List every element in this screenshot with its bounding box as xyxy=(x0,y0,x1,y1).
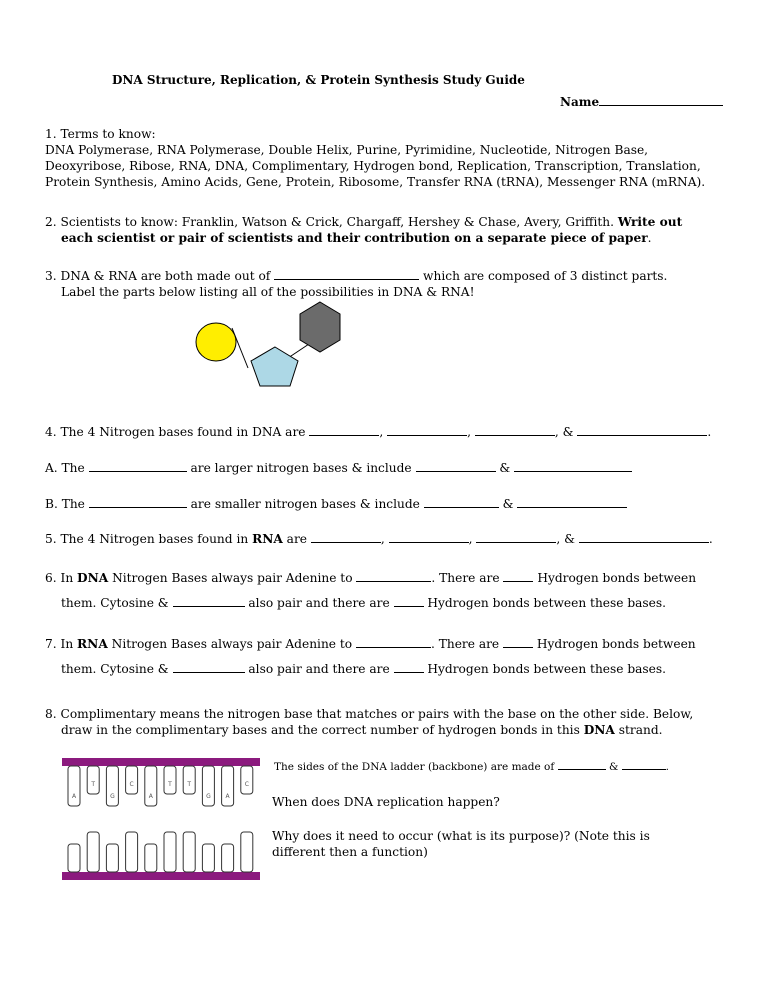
qb-text-c: & xyxy=(498,497,518,511)
q7-line2-a: them. Cytosine & xyxy=(61,662,173,676)
q5-text-b: are xyxy=(282,532,311,546)
top-base-9 xyxy=(241,766,253,794)
top-base-8 xyxy=(222,766,234,806)
bottom-base-3[interactable] xyxy=(126,832,138,872)
q8-line2-b: strand. xyxy=(614,723,663,737)
backbone-question xyxy=(274,760,669,773)
top-base-5 xyxy=(164,766,176,794)
bottom-base-4[interactable] xyxy=(145,844,157,872)
top-base-label-4: A xyxy=(148,793,153,800)
q7-line2-b: also pair and there are xyxy=(244,662,394,676)
q4-blank-2[interactable] xyxy=(387,424,467,436)
q5-blank-3[interactable] xyxy=(476,531,556,543)
top-base-label-1: T xyxy=(91,781,96,788)
q4-text: 4. The 4 Nitrogen bases found in DNA are xyxy=(45,425,310,439)
q5-bold-rna: RNA xyxy=(252,532,283,546)
bottom-base-9[interactable] xyxy=(241,832,253,872)
question-2 xyxy=(45,214,682,246)
backbone-text-b: & xyxy=(605,761,622,773)
q7-blank-1[interactable] xyxy=(356,636,431,648)
top-base-6 xyxy=(183,766,195,794)
q5-blank-4[interactable] xyxy=(579,531,709,543)
name-field[interactable] xyxy=(560,94,723,109)
q4-blank-1[interactable] xyxy=(309,424,379,436)
top-base-label-3: C xyxy=(129,781,134,788)
backbone-blank-2[interactable] xyxy=(622,760,666,770)
q1-terms-line2: Deoxyribose, Ribose, RNA, DNA, Complimentary, Hydrogen bond, Replication, Transcription, Translation, xyxy=(45,159,701,173)
q7-text-d: Hydrogen bonds between xyxy=(533,637,696,651)
qb-text-b: are smaller nitrogen bases & include xyxy=(186,497,424,511)
top-base-1 xyxy=(87,766,99,794)
replication-why-question xyxy=(272,828,650,860)
q2-text: 2. Scientists to know: Franklin, Watson & Crick, Chargaff, Hershey & Chase, Avery, Griffith. xyxy=(45,215,618,229)
bottom-base-1[interactable] xyxy=(87,832,99,872)
q6-line2-a: them. Cytosine & xyxy=(61,596,173,610)
question-5: 5. The 4 Nitrogen bases found in RNA are , , , & . xyxy=(45,532,713,546)
sugar-pentagon xyxy=(251,347,298,386)
q2-end: . xyxy=(647,231,652,245)
question-6 xyxy=(45,566,696,616)
q3-blank[interactable] xyxy=(274,268,419,280)
top-base-label-9: C xyxy=(244,781,249,788)
backbone-bottom xyxy=(62,872,260,880)
qa-blank-3[interactable] xyxy=(514,460,632,472)
top-base-0 xyxy=(68,766,80,806)
backbone-text-a: The sides of the DNA ladder (backbone) are made of xyxy=(274,761,558,773)
nucleotide-diagram xyxy=(190,298,360,390)
q3-line2: Label the parts below listing all of the possibilities in DNA & RNA! xyxy=(61,285,475,299)
q7-bold-rna: RNA xyxy=(77,637,108,651)
name-blank[interactable] xyxy=(599,94,723,106)
nitrogen-base-hexagon xyxy=(300,302,340,352)
q6-line2-b: also pair and there are xyxy=(244,596,394,610)
why-line2: different then a function) xyxy=(272,845,428,859)
q5-blank-2[interactable] xyxy=(389,531,469,543)
question-a xyxy=(45,460,632,476)
page-title: DNA Structure, Replication, & Protein Synthesis Study Guide xyxy=(112,73,525,87)
qb-text-a: B. The xyxy=(45,497,89,511)
q6-text-b: Nitrogen Bases always pair Adenine to xyxy=(108,571,357,585)
q6-text-d: Hydrogen bonds between xyxy=(533,571,697,585)
q7-blank-3[interactable] xyxy=(173,661,245,673)
bottom-base-5[interactable] xyxy=(164,832,176,872)
bottom-base-0[interactable] xyxy=(68,844,80,872)
q3-text-b: which are composed of 3 distinct parts. xyxy=(419,269,668,283)
backbone-top xyxy=(62,758,260,766)
q6-blank-3[interactable] xyxy=(173,595,245,607)
q6-text-a: 6. In xyxy=(45,571,78,585)
q4-blank-4[interactable] xyxy=(577,424,707,436)
qb-blank-2[interactable] xyxy=(424,496,499,508)
q7-text-b: Nitrogen Bases always pair Adenine to xyxy=(107,637,356,651)
bottom-base-6[interactable] xyxy=(183,832,195,872)
q8-line2-a: draw in the complimentary bases and the correct number of hydrogen bonds in this xyxy=(61,723,584,737)
bottom-base-8[interactable] xyxy=(222,844,234,872)
top-base-3 xyxy=(126,766,138,794)
q6-blank-2[interactable] xyxy=(503,570,533,582)
q7-text-a: 7. In xyxy=(45,637,78,651)
question-1 xyxy=(45,126,705,190)
top-base-4 xyxy=(145,766,157,806)
qb-blank-3[interactable] xyxy=(517,496,627,508)
qa-text-b: are larger nitrogen bases & include xyxy=(186,461,416,475)
top-base-label-5: T xyxy=(168,781,172,788)
q6-text-c: . There are xyxy=(431,571,504,585)
backbone-text-c: . xyxy=(665,761,669,773)
q4-blank-3[interactable] xyxy=(475,424,555,436)
question-3 xyxy=(45,268,667,300)
qb-blank-1[interactable] xyxy=(89,496,187,508)
q6-blank-1[interactable] xyxy=(356,570,431,582)
q7-text-c: . There are xyxy=(430,637,504,651)
qa-text-c: & xyxy=(495,461,515,475)
bottom-base-2[interactable] xyxy=(106,844,118,872)
q2-bold-write-out: Write out xyxy=(617,215,683,229)
qa-blank-1[interactable] xyxy=(89,460,187,472)
q1-terms-line3: Protein Synthesis, Amino Acids, Gene, Protein, Ribosome, Transfer RNA (tRNA), Messenger RNA (mRNA). xyxy=(45,175,706,189)
question-b xyxy=(45,496,627,512)
backbone-blank-1[interactable] xyxy=(558,760,606,770)
top-base-label-7: G xyxy=(206,793,211,800)
top-base-7 xyxy=(202,766,214,806)
question-7 xyxy=(45,632,696,682)
why-line1: Why does it need to occur (what is its purpose)? (Note this is xyxy=(272,829,650,843)
question-8 xyxy=(45,706,693,738)
top-base-label-2: G xyxy=(110,793,115,800)
q1-label: 1. Terms to know: xyxy=(45,127,156,141)
q5-blank-1[interactable] xyxy=(311,531,381,543)
q5-text-a: 5. The 4 Nitrogen bases found in xyxy=(45,532,253,546)
q3-text-a: 3. DNA & RNA are both made out of xyxy=(45,269,275,283)
top-base-label-0: A xyxy=(71,793,77,800)
question-4: 4. The 4 Nitrogen bases found in DNA are , , , & . xyxy=(45,425,712,439)
top-base-2 xyxy=(106,766,118,806)
qa-text-a: A. The xyxy=(45,461,89,475)
q6-blank-4[interactable] xyxy=(394,595,424,607)
q6-bold-dna: DNA xyxy=(77,571,109,585)
top-base-label-8: A xyxy=(225,793,230,800)
bottom-base-7[interactable] xyxy=(202,844,214,872)
qa-blank-2[interactable] xyxy=(416,460,496,472)
phosphate-circle xyxy=(196,323,236,361)
q8-line1: 8. Complimentary means the nitrogen base that matches or pairs with the base on the other side. Below, xyxy=(45,707,694,721)
q7-blank-2[interactable] xyxy=(503,636,533,648)
q7-line2-c: Hydrogen bonds between these bases. xyxy=(423,662,667,676)
dna-ladder-diagram xyxy=(62,756,262,884)
q7-blank-4[interactable] xyxy=(394,661,424,673)
top-base-label-6: T xyxy=(187,781,192,788)
q6-line2-c: Hydrogen bonds between these bases. xyxy=(423,596,667,610)
name-label: Name xyxy=(560,95,600,109)
q8-bold-dna: DNA xyxy=(583,723,615,737)
replication-when-question: When does DNA replication happen? xyxy=(272,795,500,809)
q2-bold-instruction: each scientist or pair of scientists and their contribution on a separate piece of paper xyxy=(61,231,648,245)
q1-terms-line1: DNA Polymerase, RNA Polymerase, Double Helix, Purine, Pyrimidine, Nucleotide, Nitrogen Base, xyxy=(45,143,649,157)
